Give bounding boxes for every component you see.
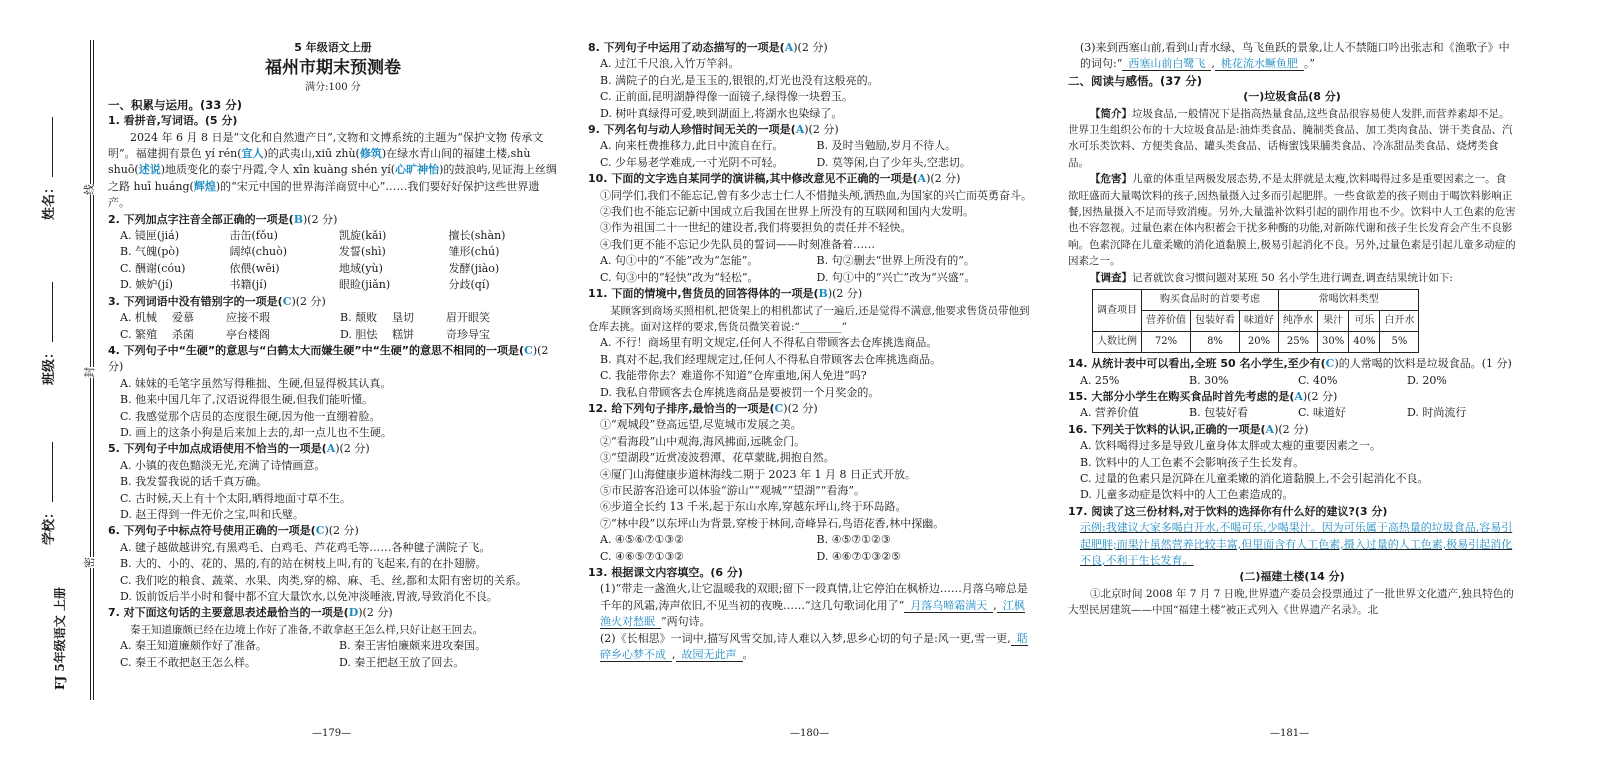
answer-1-4[interactable]: 心旷神怡 [395,163,440,177]
page-180 [588,40,1033,663]
answer-8[interactable]: A [784,41,794,54]
question-9: 9. 下列名句与动人珍惜时间无关的一项是(A)(2 分) A. 向来枉费推移力,此日中流自在行。 B. 及时当勉励,岁月不待人。 C. 少年易老学难成,一寸光阴不可轻。 D. 莫等闲,白了少年头,空悲切。 [588,123,971,169]
binding-margin [0,40,100,700]
page-number-180: —180— [790,728,830,739]
grade-label: 5 年级语文上册 [294,41,372,54]
answer-7[interactable]: D [348,606,359,620]
survey-paragraph: 【调查】记者就饮食习惯问题对某班 50 名小学生进行调查,调查结果统计如下: [1090,271,1453,284]
question-3: 3. 下列词语中没有错别字的一项是(C)(2 分) A. 机械 爱慕 应接不瑕 B. 颓败 垦切 眉开眼笑 C. 繁殖 杀菌 亭台楼阁 D. 胆怯 糕饼 奇珍导宝 [108,294,490,341]
answer-13-2[interactable]: 江枫渔火对愁眠 [600,598,1025,629]
answer-14[interactable]: C [1325,357,1335,371]
answer-12[interactable]: C [774,401,784,415]
answer-1-2[interactable]: 修筑 [359,147,382,161]
tulou-paragraph: ①北京时间 2008 年 7 月 7 日晚,世界遗产委员会投票通过了一批世界文化遗产,独具特色的大型民居建筑——中国“福建土楼”被正式列入《世界遗产名录》。北 [1068,587,1514,617]
answer-6[interactable]: C [315,524,325,538]
name-field[interactable]: 姓名： [42,117,58,220]
harm-paragraph: 【危害】儿童的体重呈两极发展态势,不是太胖就是太瘦,饮料喝得过多是重要因素之一。食欲旺盛而大量喝饮料的孩子,因热量摄入过多而引起肥胖。一些食欲差的孩子则由于喝饮料影响正餐,因热量摄入不足而导致消瘦。另外,大量滥补饮料引起的副作用也不少。饮料中人工色素的危害也不容忽视。过量色素在体内积蓄会干扰多种酶的功能,对新陈代谢和孩子生长发育会产生不良影响。色素沉降在儿童柔嫩的消化道黏膜上,极易引起消化不良。另外,过量色素是引起儿童多动症的因素之一。 [1068,173,1516,268]
intro-paragraph: 【简介】垃圾食品,一般情况下是指高热量食品,这些食品很容易使人发胖,而营养素却不足。世界卫生组织公布的十大垃圾食品是:油炸类食品、腌制类食品、加工类肉食品、饼干类食品、汽水可乐类饮料、方便类食品、罐头类食品、话梅蜜饯果脯类食品、冷冻甜品类食品、烧烤类食品。 [1068,107,1513,169]
question-6: 6. 下列句子中标点符号使用正确的一项是(C)(2 分) A. 毽子越做越讲究,有黑鸡毛、白鸡毛、芦花鸡毛等……各种毽子满院子飞。 B. 大的、小的、花的、黑的,有的站在树枝上叫,有的飞起来,有的在扑翅膀。 C. 我们吃的粮食、蔬菜、水果、肉类,穿的棉、麻、毛、丝,都和太阳有密切的关系。 D. 饭前饭后半小时和餐中都不宜大量饮水,以免冲淡唾液,胃液,导致消化不良。 [108,524,528,603]
question-5: 5. 下列句子中加点成语使用不恰当的一项是(A)(2 分) A. 小镇的夜色黯淡无光,充满了诗情画意。 B. 我发誓我说的话千真万确。 C. 古时候,天上有十个太阳,晒得地面寸草不生。 D. 赵王得到一件无价之宝,叫和氏璧。 [108,442,370,521]
question-11: 11. 下面的情境中,售货员的回答得体的一项是(B)(2 分) 某顾客到商场买照相机,把货架上的相机都试了一遍后,还是觉得不满意,他要求售货员带他到仓库去挑。面对这样的要求,售货员微笑着说:“________” A. 不行！商场里有明文规定,任何人不得私自带顾客去仓库挑选商品。 B. 真对不起,我们经理规定过,任何人不得私自带顾客去仓库挑选商品。 C. 我能带你去？难道你不知道“仓库重地,闲人免进”吗? D. 我私自带顾客去仓库挑选商品是要被罚一个月奖金的。 [588,287,1030,399]
answer-17[interactable]: 示例:我建议大家多喝白开水,不喝可乐,少喝果汁。因为可乐属于高热量的垃圾食品,容易引起肥胖;而果汁虽然营养比较丰富,但里面含有人工色素,摄入过量的人工色素,极易引起消化不良,不利于生长发育。 [1080,521,1513,567]
page-179 [108,40,558,671]
page-number-179: —179— [312,728,352,739]
row-label-survey-item: 调查项目 [1093,290,1142,332]
question-15: 15. 大部分小学生在购买食品时首先考虑的是(A)(2 分) A. 营养价值 B. 包装好看 C. 味道好 D. 时尚流行 [1068,389,1467,420]
answer-2[interactable]: B [293,212,304,226]
answer-13-3[interactable]: 聒碎乡心梦不成 [600,631,1028,662]
group-drink: 常喝饮料类型 [1279,290,1419,311]
answer-1-3[interactable]: 述说 [138,163,161,177]
question-13-3: (3)来到西塞山前,看到山青水绿、鸟飞鱼跃的景象,让人不禁随口吟出张志和《渔歌子》中的词句:“ 西塞山前白鹭飞 , 桃花流水鳜鱼肥 。” [1080,41,1510,71]
school-field[interactable]: 学校： [42,442,58,545]
reading-2-title: (二)福建土楼(14 分) [1239,570,1345,584]
answer-3[interactable]: C [282,294,292,308]
answer-11[interactable]: B [818,287,828,301]
answer-10[interactable]: A [917,172,927,186]
question-16: 16. 下列关于饮料的认识,正确的一项是(A)(2 分) A. 饮料喝得过多是导致儿童身体太胖或太瘦的重要因素之一。 B. 饮料中的人工色素不会影响孩子生长发育。 C. 过量的色素只是沉降在儿童柔嫩的消化道黏膜上,不会引起消化不良。 D. 儿童多动症是饮料中的人工色素造成的。 [1068,422,1429,502]
mark-seal: 封 [82,367,98,378]
row-label-ratio: 人数比例 [1093,332,1142,353]
page-number-181: —181— [1270,728,1310,739]
mark-secret: 密 [82,557,98,568]
class-field[interactable]: 班级： [42,282,58,385]
answer-13-5[interactable]: 西塞山前白鹭飞 [1122,57,1211,71]
answer-1-1[interactable]: 宜人 [241,147,264,161]
question-14: 14. 从统计表中可以看出,全班 50 名小学生,至少有(C)的人常喝的饮料是垃圾食品。(1 分) A. 25% B. 30% C. 40% D. 20% [1068,357,1512,387]
book-label: FJ 5年级语文 上册 [53,587,67,690]
answer-13-6[interactable]: 桃花流水鳜鱼肥 [1215,57,1304,71]
mark-line: 线 [82,184,98,195]
question-4: 4. 下列句子中“生硬”的意思与“白鹤太大而嫌生硬”中“生硬”的意思不相同的一项是(C)(2 分) A. 妹妹的毛笔字虽然写得稚拙、生硬,但显得极其认真。 B. 他来中国几年了,汉语说得很生硬,但我们能听懂。 C. 我感觉那个店员的态度很生硬,因为他一直绷着脸。 D. 画上的这条小狗是后来加上去的,却一点儿也不生硬。 [108,343,549,439]
survey-table: 调查项目 购买食品时的首要考虑 常喝饮料类型 营养价值 包装好看 味道好 纯净水 果汁 可乐 白开水 人数比例 72% 8% 20% 25% 30% 40% 5% [1092,289,1419,353]
question-8: 8. 下列句子中运用了动态描写的一项是(A)(2 分) A. 过江千尺浪,入竹万竿斜。 B. 满院子的白光,是玉玉的,银银的,灯光也没有这般亮的。 C. 正前面,昆明湖静得像一面镜子,绿得像一块碧玉。 D. 树叶真绿得可爱,映到湖面上,将湖水也染绿了。 [588,41,879,120]
question-17: 17. 阅读了这三份材料,对于饮料的选择你有什么好的建议?(3 分) 示例:我建议大家多喝白开水,不喝可乐,少喝果汁。因为可乐属于高热量的垃圾食品,容易引起肥胖;而果汁虽然营养比较丰富,但里面含有人工色素,摄入过量的人工色素,极易引起消化不良,不利于生长发育。 [1068,504,1516,570]
full-score: 满分:100 分 [305,82,361,94]
question-2: 2. 下列加点字注音全部正确的一项是(B)(2 分) A. 镜匣(jiá) 击缶(fǒu) 凯旋(kǎi) 擅长(shàn) B. 气魄(pò) 阔绰(chuò) 发誓(shì) 雏形(chú) C. 酬谢(cóu) 依偎(wēi) 地域(yù) 发酵(jiào) D. 嫉妒(jí) 书籍(jí) 眼睑(jiǎn) 分歧(qí) [108,212,506,292]
reading-1-title: (一)垃圾食品(8 分) [1243,90,1341,104]
question-10: 10. 下面的文字选自某同学的演讲稿,其中修改意见不正确的一项是(A)(2 分) ①同学们,我们不能忘记,曾有多少志士仁人不惜抛头颅,洒热血,为国家的兴亡而英勇奋斗。 ②我们也不能忘记新中国成立后我国在世界上所没有的互联网和国内大发明。 ③作为祖国二十一世纪的建设者,我们将要担负的责任并不轻快。 ④我们更不能不忘记少先队员的誓词——时刻准备着…… A. 句①中的“不能”改为“怎能”。 B. 句②删去“世界上所没有的”。 C. 句③中的“轻快”改为“轻松”。 D. 句①中的“兴亡”改为“兴盛”。 [588,172,1032,284]
answer-4[interactable]: C [524,343,533,357]
answer-15[interactable]: A [1294,389,1303,403]
page-181 [1068,40,1516,619]
question-1: 1. 看拼音,写词语。(5 分) 2024 年 6 月 8 日是“文化和自然遗产日”,文物和文博系统的主题为“保护文物 传承文明”。福建拥有景色 yí rén(宜人)的武夷山,xiū zhù(修筑)在绿水青山间的福建土楼,shù shuō(述说)地质变化的泰宁丹霞,令人 xīn kuàng shén yí(心旷神怡)的鼓浪屿,见证海上丝绸之路 huī huáng(辉煌)的“宋元中国的世界海洋商贸中心”……我们要好好保护这些世界遗产。 [108,114,557,210]
group-food: 购买食品时的首要考虑 [1142,290,1279,311]
answer-9[interactable]: A [795,123,805,137]
question-13: 13. 根据课文内容填空。(6 分) (1)“带走一盏渔火,让它温暖我的双眼;留下一段真情,让它停泊在枫桥边……月落乌啼总是千年的风霜,涛声依旧,不见当初的夜晚……”这几句歌词化用了“ 月落乌啼霜满天 , 江枫渔火对愁眠 ”两句诗。 (2)《长相思》一词中,描写风雪交加,诗人难以入梦,思乡心切的句子是:风一更,雪一更, 聒碎乡心梦不成 , 故园无此声 。 [588,566,1028,662]
section-1-heading: 一、积累与运用。(33 分) [108,97,243,112]
answer-13-4[interactable]: 故园无此声 [676,648,743,662]
answer-5[interactable]: A [326,442,336,456]
section-2-heading: 二、阅读与感悟。(37 分) [1068,73,1203,88]
answer-1-5[interactable]: 辉煌 [193,179,216,193]
answer-16[interactable]: A [1265,422,1275,436]
question-12: 12. 给下列句子排序,最恰当的一项是(C)(2 分) ①“观城段”登高远望,尽览城市发展之美。 ②“看海段”山中观海,海风拂面,远眺金门。 ③“望湖段”近赏凌波碧潭、花草蒙眬,拥抱自然。 ④厦门山海健康步道林海线二期于 2023 年 1 月 8 日正式开放。 ⑤市民游客沿途可以体验“游山”“观城”“望湖”“看海”。 ⑥步道全长约 13 千米,起于东山水库,穿越东坪山,终于环岛路。 ⑦“林中段”以东坪山为背景,穿梭于林间,奇峰异石,鸟语花香,林中探幽。 A. ④⑤⑥⑦①③② B. ④⑤⑦①②③ C. ④⑥⑤⑦①③② D. ④⑥⑦①③②⑤ [588,401,945,563]
page-title: 福州市期末预测卷 [265,58,401,79]
question-7: 7. 对下面这句话的主要意思表述最恰当的一项是(D)(2 分) 秦王知道廉颇已经在边境上作好了准备,不敢拿赵王怎么样,只好让赵王回去。 A. 秦王知道廉颇作好了准备。 B. 秦王害怕廉颇来进攻秦国。 C. 秦王不敢把赵王怎么样。 D. 秦王把赵王放了回去。 [108,606,487,669]
answer-13-1[interactable]: 月落乌啼霜满天 [904,599,993,613]
